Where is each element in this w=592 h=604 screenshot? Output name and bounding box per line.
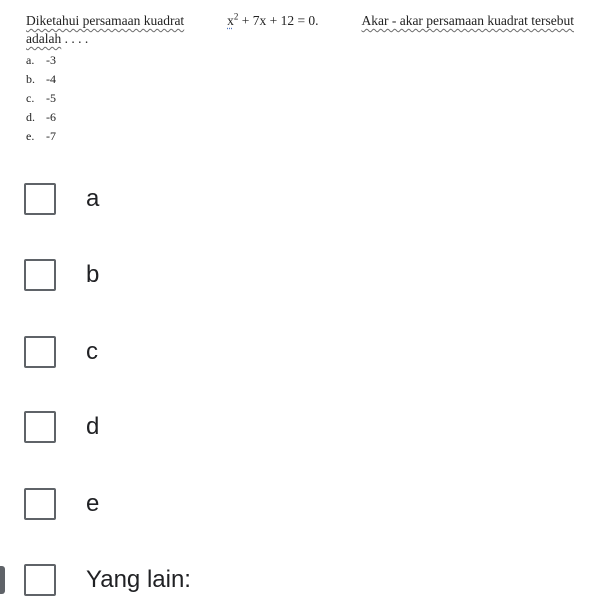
- checkbox-a[interactable]: [24, 183, 56, 215]
- choice-label-other[interactable]: Yang lain:: [86, 566, 191, 593]
- checkbox-d[interactable]: [24, 411, 56, 443]
- equation-exponent: 2: [233, 11, 239, 22]
- choice-label-b[interactable]: b: [86, 261, 100, 288]
- focus-marker: [0, 566, 5, 594]
- question-option-c: [26, 89, 574, 108]
- question-dots: . . . .: [61, 31, 89, 46]
- question-option-b: [26, 70, 574, 89]
- choice-label-e[interactable]: e: [86, 490, 100, 517]
- question-line-2: [26, 30, 574, 48]
- choice-c[interactable]: [24, 332, 98, 372]
- question-prefix: Diketahui persamaan kuadrat: [26, 13, 185, 28]
- question-option-d: [26, 108, 574, 127]
- question-word-adalah: adalah: [26, 31, 62, 46]
- option-value: -4: [46, 72, 56, 86]
- question-image: [26, 12, 574, 146]
- question-line-1: [26, 12, 574, 30]
- choice-label-c[interactable]: c: [86, 338, 98, 365]
- option-letter: c.: [26, 91, 35, 105]
- option-letter: a.: [26, 53, 35, 67]
- choice-a[interactable]: [24, 179, 99, 219]
- question-option-e: [26, 127, 574, 146]
- checkbox-c[interactable]: [24, 336, 56, 368]
- checkbox-other[interactable]: [24, 564, 56, 596]
- option-value: -3: [46, 53, 56, 67]
- question-option-a: [26, 51, 574, 70]
- option-letter: d.: [26, 110, 35, 124]
- choice-label-a[interactable]: a: [86, 185, 100, 212]
- equation-base: x: [227, 13, 234, 28]
- choice-label-d[interactable]: d: [86, 413, 100, 440]
- option-letter: b.: [26, 72, 35, 86]
- checkbox-b[interactable]: [24, 259, 56, 291]
- option-value: -5: [46, 91, 56, 105]
- question-suffix: Akar - akar persamaan kuadrat tersebut: [361, 13, 574, 28]
- option-value: -6: [46, 110, 56, 124]
- equation-rest: + 7x + 12 = 0.: [238, 13, 319, 28]
- checkbox-e[interactable]: [24, 488, 56, 520]
- choice-d[interactable]: [24, 407, 99, 447]
- option-value: -7: [46, 129, 56, 143]
- equation: [227, 12, 318, 30]
- choice-b[interactable]: [24, 255, 99, 295]
- option-letter: e.: [26, 129, 35, 143]
- question-options: [26, 51, 574, 146]
- choice-other[interactable]: [24, 560, 191, 600]
- choice-e[interactable]: [24, 484, 99, 524]
